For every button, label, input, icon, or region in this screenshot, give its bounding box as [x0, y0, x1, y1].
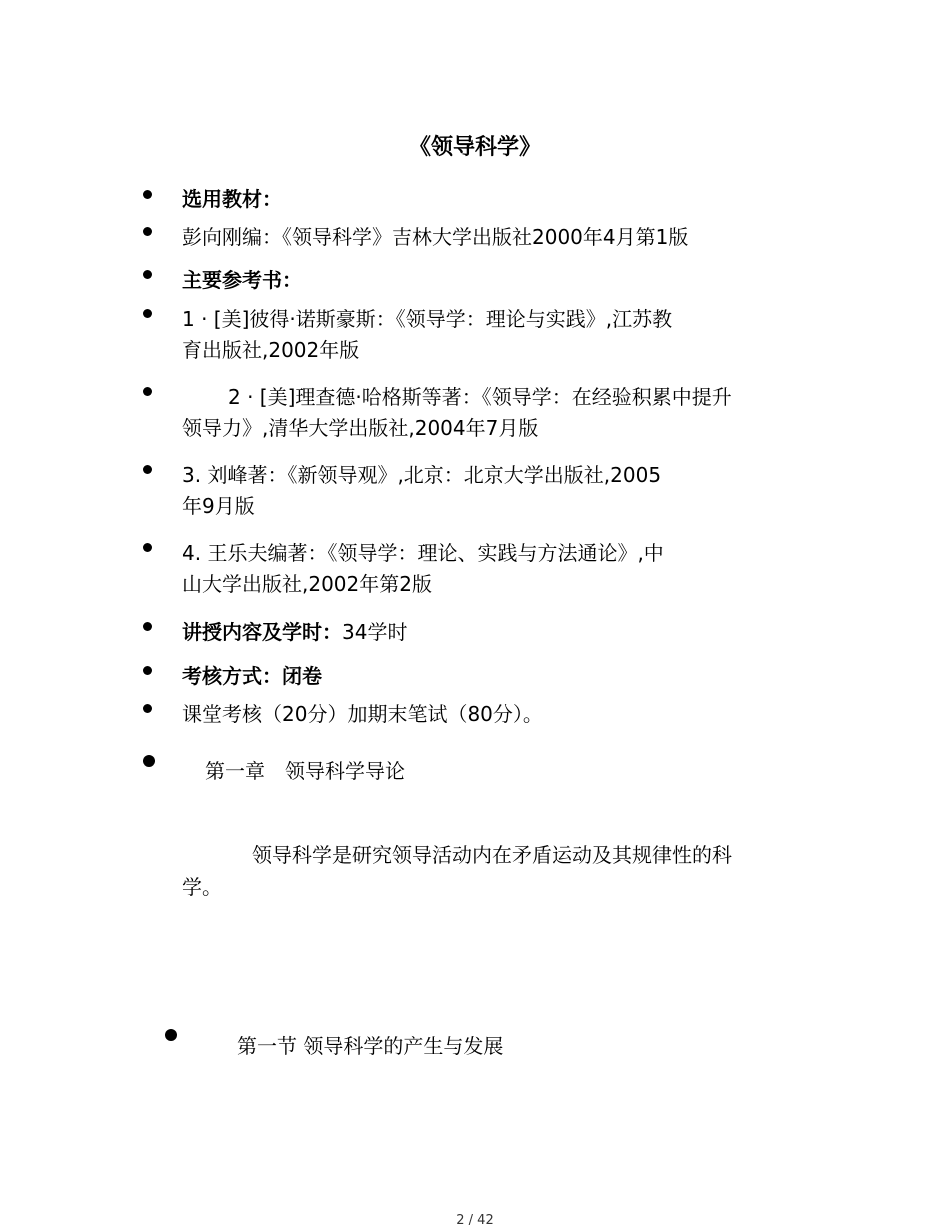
- bullet-icon: [143, 666, 152, 675]
- bullet-icon: [143, 190, 152, 199]
- list-item-text: 选用教材：: [182, 187, 282, 211]
- definition-line: 学。: [182, 875, 222, 899]
- list-item-line: 育出版社,2002年版: [182, 338, 360, 362]
- bullet-icon: [143, 227, 152, 236]
- bullet-icon: [165, 1029, 177, 1041]
- list-item-line: 3. 刘峰著：《新领导观》,北京：北京大学出版社,2005: [182, 463, 662, 487]
- hours-value: 34学时: [342, 620, 408, 644]
- list-item-text: 主要参考书：: [182, 268, 302, 292]
- bullet-icon: [143, 309, 152, 318]
- chapter-heading: 第一章 领导科学导论: [205, 759, 405, 783]
- bullet-icon: [143, 543, 152, 552]
- definition-line: 领导科学是研究领导活动内在矛盾运动及其规律性的科: [252, 843, 732, 867]
- list-item-line: 1 · [美]彼得·诺斯豪斯：《领导学：理论与实践》,江苏教: [182, 307, 673, 331]
- list-item-line: 年9月版: [182, 494, 255, 518]
- bullet-icon: [143, 465, 152, 474]
- bullet-icon: [143, 387, 152, 396]
- bullet-icon: [143, 622, 152, 631]
- list-item-line: 领导力》,清华大学出版社,2004年7月版: [182, 416, 539, 440]
- list-item-text: [182, 617, 407, 648]
- hours-label: 讲授内容及学时：: [182, 620, 342, 644]
- bullet-icon: [143, 270, 152, 279]
- list-item-line: 4. 王乐夫编著：《领导学：理论、实践与方法通论》,中: [182, 541, 664, 565]
- list-item-line: 2 · [美]理查德·哈格斯等著：《领导学：在经验积累中提升: [228, 385, 732, 409]
- list-item-line: 山大学出版社,2002年第2版: [182, 572, 432, 596]
- bullet-icon: [143, 704, 152, 713]
- list-item-text: 课堂考核（20分）加期末笔试（80分）。: [182, 702, 543, 726]
- list-item-text: 彭向刚编：《领导科学》吉林大学出版社2000年4月第1版: [182, 225, 689, 249]
- document-title: 《领导科学》: [408, 135, 541, 160]
- section-heading: 第一节 领导科学的产生与发展: [237, 1034, 504, 1058]
- bullet-icon: [143, 755, 155, 767]
- page-number: 2 / 42: [456, 1213, 494, 1228]
- list-item-text: 考核方式：闭卷: [182, 664, 322, 688]
